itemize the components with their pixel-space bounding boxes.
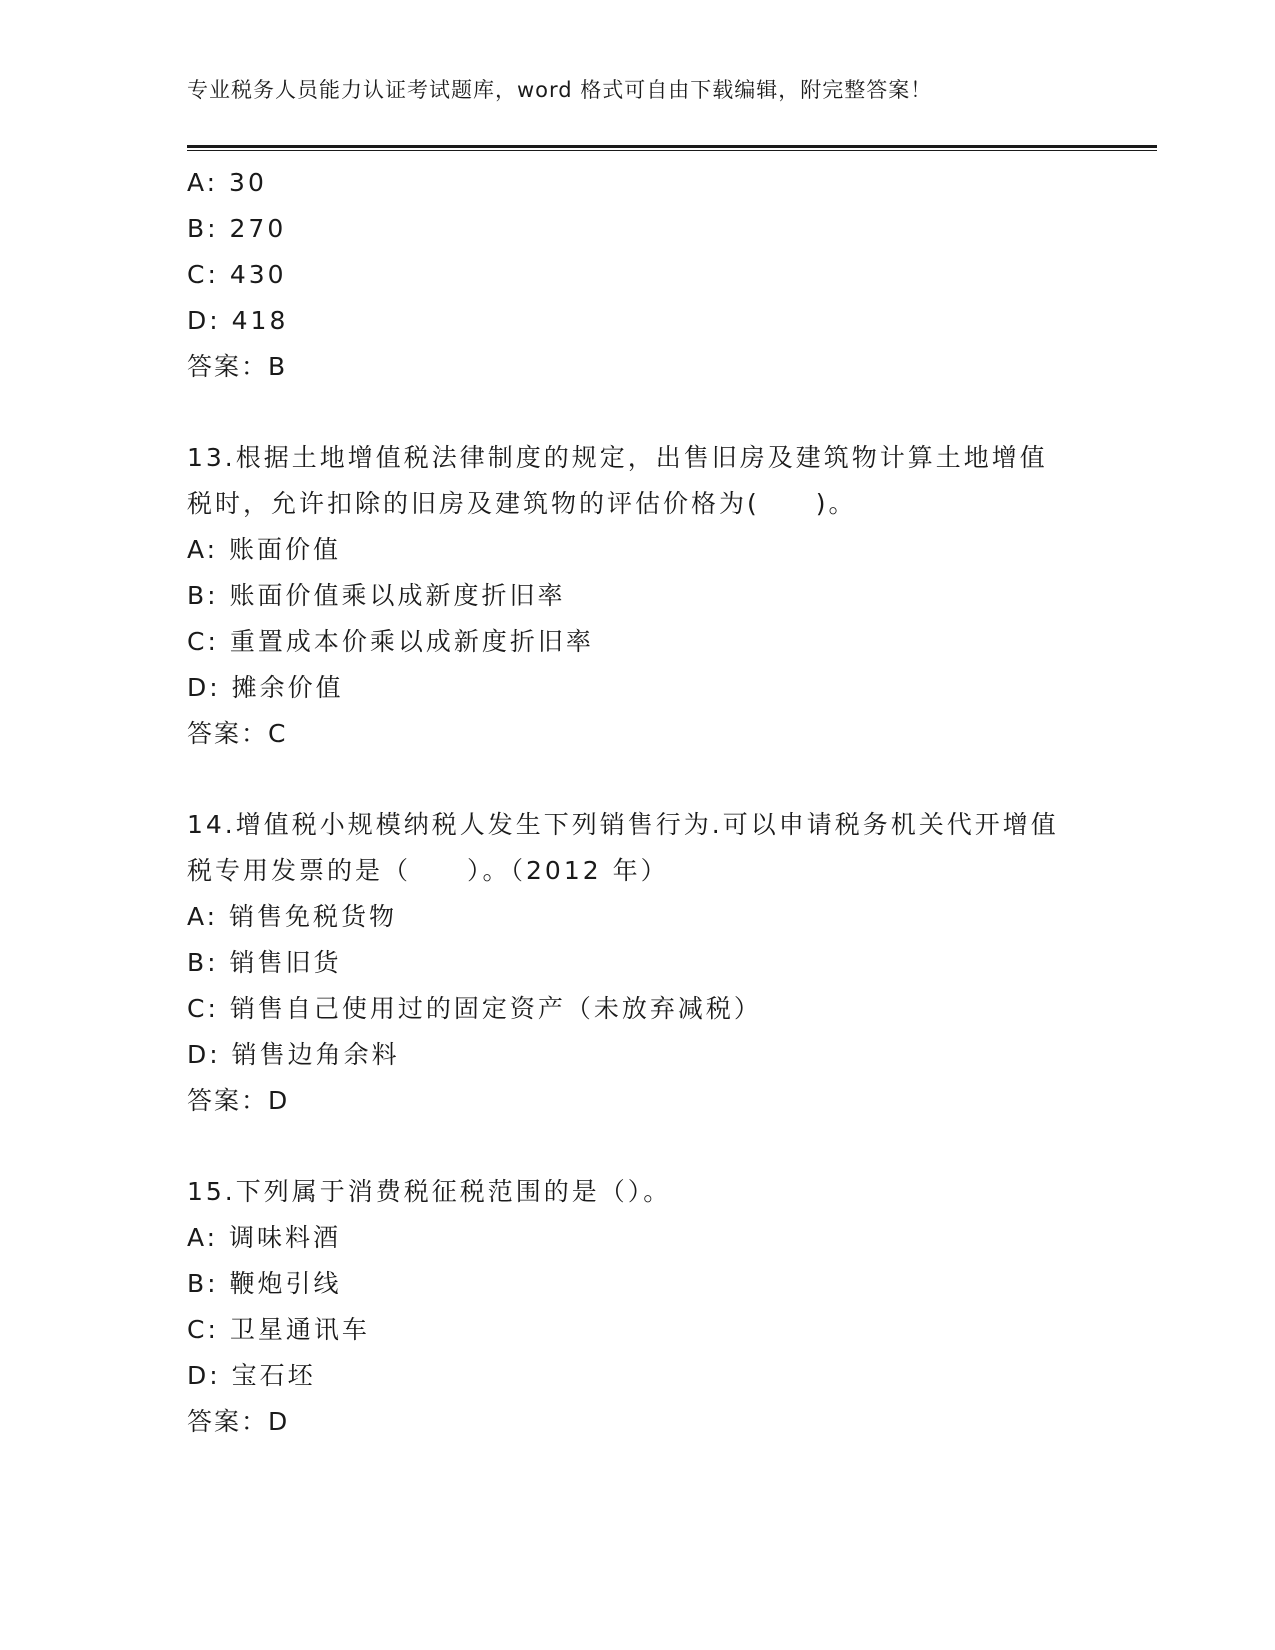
option-c: C: 销售自己使用过的固定资产（未放弃减税） (187, 994, 762, 1023)
option-c: C: 卫星通讯车 (187, 1315, 370, 1344)
option-d: D: 摊余价值 (187, 673, 344, 702)
option-a: A: 账面价值 (187, 535, 342, 564)
answer-label: 答案：B (187, 352, 288, 381)
option-a: A: 销售免税货物 (187, 902, 398, 931)
answer-label: 答案：D (187, 1407, 290, 1436)
answer-label: 答案：D (187, 1086, 290, 1115)
option-d: D: 418 (187, 306, 289, 335)
option-a: A: 调味料酒 (187, 1223, 342, 1252)
question-stem: 15.下列属于消费税征税范围的是（）。 (187, 1177, 672, 1206)
question-block (187, 160, 1087, 390)
page-header: 专业税务人员能力认证考试题库，word 格式可自由下载编辑，附完整答案！ (187, 78, 933, 102)
option-a: A: 30 (187, 168, 267, 197)
answer-label: 答案：C (187, 719, 288, 748)
question-list (187, 160, 1087, 1445)
question-block (187, 802, 1087, 1124)
option-b: B: 账面价值乘以成新度折旧率 (187, 581, 566, 610)
question-block (187, 1169, 1087, 1445)
option-c: C: 重置成本价乘以成新度折旧率 (187, 627, 594, 656)
question-stem: 14.增值税小规模纳税人发生下列销售行为.可以申请税务机关代开增值税专用发票的是（ ）。（2012 年） (187, 810, 1059, 885)
option-b: B: 鞭炮引线 (187, 1269, 342, 1298)
option-b: B: 270 (187, 214, 287, 243)
option-d: D: 宝石坯 (187, 1361, 316, 1390)
option-b: B: 销售旧货 (187, 948, 342, 977)
header-rule-thin (187, 150, 1157, 151)
option-c: C: 430 (187, 260, 287, 289)
question-stem: 13.根据土地增值税法律制度的规定，出售旧房及建筑物计算土地增值税时，允许扣除的旧房及建筑物的评估价格为( )。 (187, 443, 1048, 518)
question-block (187, 435, 1087, 757)
header-rule (187, 145, 1157, 148)
option-d: D: 销售边角余料 (187, 1040, 400, 1069)
